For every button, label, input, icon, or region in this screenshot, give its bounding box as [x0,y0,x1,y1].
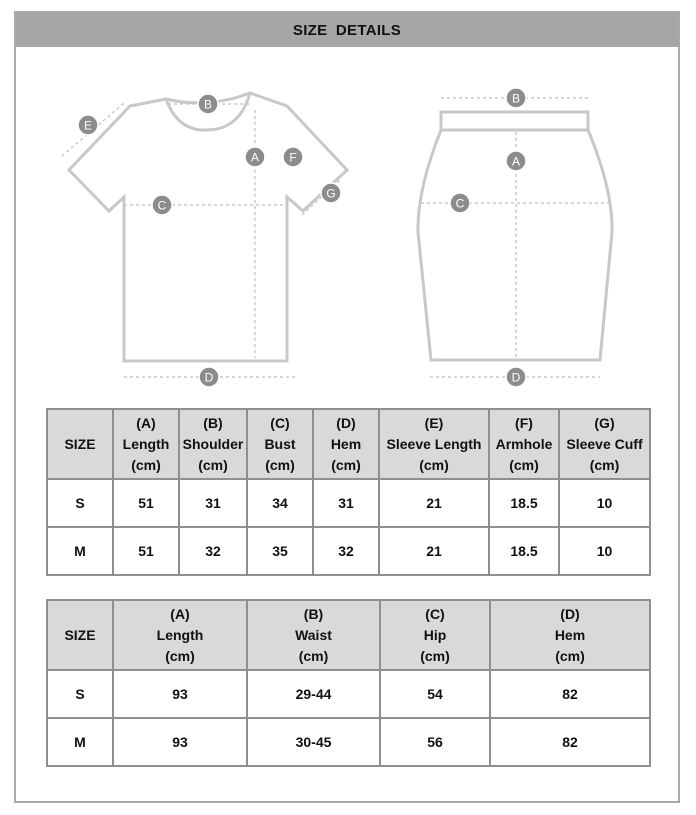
bottom-column-header [247,600,380,670]
header-unit: (cm) [298,647,329,664]
header-name: Sleeve Cuff [566,435,643,452]
svg-text:D: D [204,370,214,385]
value-cell: 82 [490,718,650,766]
bottom-column-header [380,600,490,670]
bottom-column-header [490,600,650,670]
top-table-row [47,527,650,575]
svg-text:A: A [511,154,521,169]
value-cell: 10 [559,479,650,527]
value-cell: 51 [113,527,179,575]
value-cell: 32 [313,527,379,575]
header-code: (G) [594,414,615,431]
svg-text:F: F [289,150,297,165]
value-cell: 31 [313,479,379,527]
header-code: (C) [425,605,445,622]
tshirt-measure-lines [62,103,340,377]
skirt-label-b [506,88,526,108]
svg-text:C: C [157,198,167,213]
svg-text:D: D [511,370,521,385]
value-cell: 30-45 [247,718,380,766]
header-name: Hem [554,626,586,643]
garment-illustrations [0,0,696,400]
header-name: Sleeve Length [386,435,482,452]
tshirt-label-c [152,195,172,215]
skirt-label-a [506,151,526,171]
value-cell: 32 [179,527,247,575]
header-name: Bust [264,435,296,452]
bottom-size-header: SIZE [47,600,113,670]
skirt-labels [450,88,526,387]
top-column-header [313,409,379,479]
top-size-table [46,408,651,576]
header-unit: (cm) [420,647,450,664]
value-cell: 10 [559,527,650,575]
value-cell: 31 [179,479,247,527]
header-unit: (cm) [198,456,228,473]
tshirt-label-d [199,367,219,387]
header-unit: (cm) [331,456,361,473]
skirt-label-c [450,193,470,213]
top-size-header: SIZE [47,409,113,479]
value-cell: 56 [380,718,490,766]
svg-text:G: G [326,186,336,201]
header-name: Waist [295,626,332,643]
value-cell: 21 [379,479,489,527]
bottom-table-row [47,670,650,718]
header-name: Length [156,626,204,643]
value-cell: 21 [379,527,489,575]
header-code: (F) [515,414,533,431]
top-table-row [47,479,650,527]
tshirt-label-e [78,115,98,135]
header-code: (B) [203,414,223,431]
size-cell: M [47,527,113,575]
header-unit: (cm) [265,456,295,473]
bottom-size-table [46,599,651,767]
value-cell: 51 [113,479,179,527]
header-unit: (cm) [589,456,620,473]
size-cell: S [47,479,113,527]
svg-text:E: E [83,118,93,133]
header-unit: (cm) [419,456,449,473]
header-name: Length [122,435,170,452]
tshirt-outline [69,93,347,361]
top-column-header [113,409,179,479]
svg-text:B: B [203,97,213,112]
bottom-column-header [113,600,247,670]
header-unit: (cm) [555,647,585,664]
value-cell: 93 [113,718,247,766]
top-column-header [489,409,559,479]
tshirt-label-a [245,147,265,167]
skirt-measure-lines [421,98,612,377]
top-column-header [379,409,489,479]
bottom-table-row [47,718,650,766]
header-unit: (cm) [509,456,539,473]
header-unit: (cm) [165,647,195,664]
size-cell: M [47,718,113,766]
value-cell: 18.5 [489,479,559,527]
value-cell: 54 [380,670,490,718]
size-cell: S [47,670,113,718]
value-cell: 93 [113,670,247,718]
tshirt-label-b [198,94,218,114]
top-column-header [247,409,313,479]
header-code: (D) [560,605,580,622]
value-cell: 34 [247,479,313,527]
header-unit: (cm) [131,456,161,473]
value-cell: 18.5 [489,527,559,575]
top-column-header [179,409,247,479]
skirt-label-d [506,367,526,387]
header-name: Armhole [495,435,553,452]
header-name: Hem [330,435,362,452]
value-cell: 29-44 [247,670,380,718]
svg-text:A: A [250,150,260,165]
header-code: (C) [270,414,290,431]
value-cell: 82 [490,670,650,718]
header-code: (B) [303,605,324,622]
header-code: (A) [170,605,190,622]
svg-text:B: B [511,91,521,106]
svg-text:C: C [455,196,465,211]
header-code: (E) [424,414,444,431]
top-column-header [559,409,650,479]
tshirt-label-f [283,147,303,167]
tshirt-labels [78,94,341,387]
header-code: (A) [136,414,156,431]
tshirt-label-g [321,183,341,203]
header-code: (D) [336,414,356,431]
skirt-outline [418,112,612,360]
header-name: Shoulder [182,435,244,452]
page-title: SIZE DETAILS [16,13,678,47]
value-cell: 35 [247,527,313,575]
header-name: Hip [423,626,447,643]
